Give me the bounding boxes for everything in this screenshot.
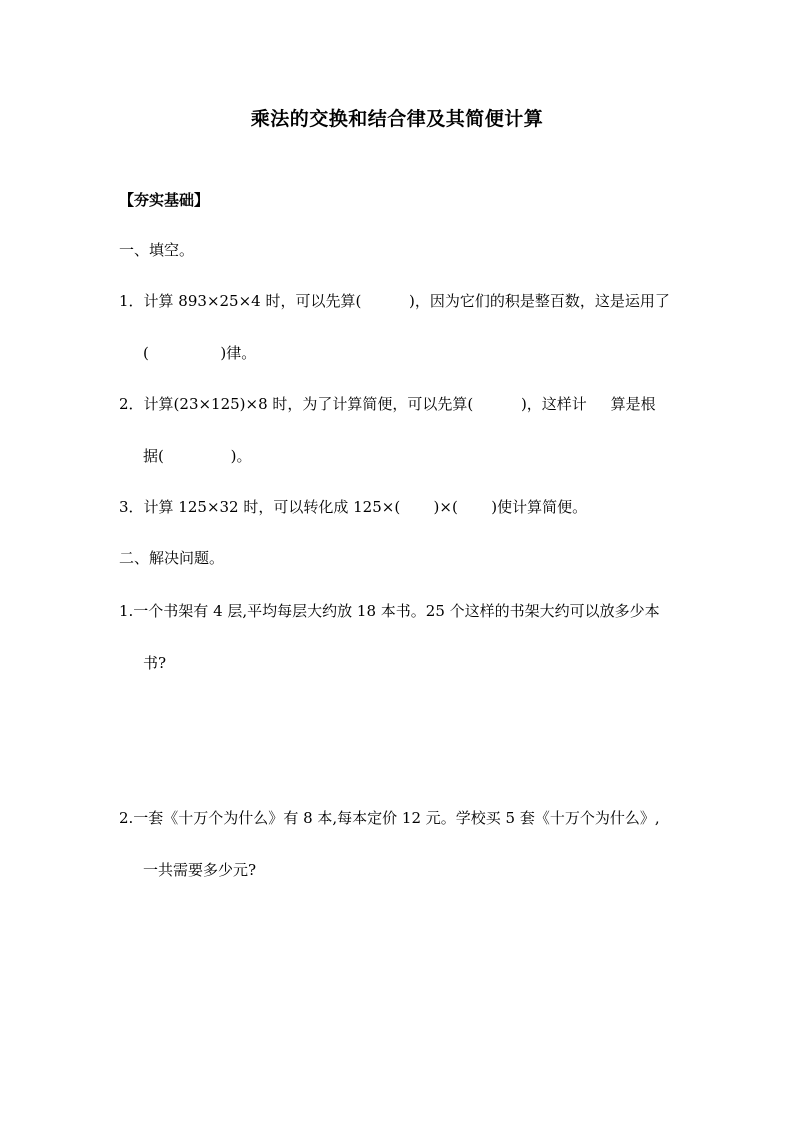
question-1-line-2: ( )律。 <box>143 344 257 362</box>
problem-2-line-1: 2.一套《十万个为什么》有 8 本,每本定价 12 元。学校买 5 套《十万个为什么》, <box>119 809 660 827</box>
problem-1-line-1: 1.一个书架有 4 层,平均每层大约放 18 本书。25 个这样的书架大约可以放多少本 <box>119 602 660 620</box>
question-2-line-1: 2．计算(23×125)×8 时，为了计算简便，可以先算( )，这样计 算是根 <box>119 395 656 413</box>
section-label: 【夯实基础】 <box>119 191 210 209</box>
question-2-line-2: 据( )。 <box>143 447 252 465</box>
question-3-line-1: 3．计算 125×32 时，可以转化成 125×( )×( )使计算简便。 <box>119 498 588 516</box>
problem-1-line-2: 书? <box>143 654 167 672</box>
page-title: 乘法的交换和结合律及其简便计算 <box>250 108 544 130</box>
part2-heading: 二、解决问题。 <box>119 549 225 567</box>
problem-2-line-2: 一共需要多少元? <box>143 861 257 879</box>
part1-heading: 一、填空。 <box>119 241 195 259</box>
question-1-line-1: 1．计算 893×25×4 时，可以先算( )，因为它们的积是整百数，这是运用了 <box>119 292 670 310</box>
